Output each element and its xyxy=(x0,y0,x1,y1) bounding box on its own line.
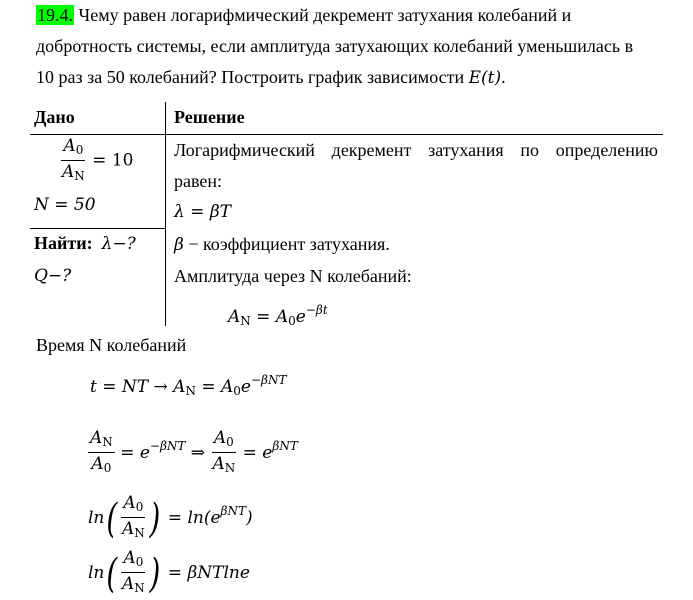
solution-amplitude-text: Амплитуда через N колебаний: xyxy=(174,266,412,286)
equation-log1: ln( $\frac{A_0}{A_N}$ ) = $\ln(e^{\beta NT})$ xyxy=(88,493,253,542)
solution-line2: равен: xyxy=(174,171,223,191)
equation-log2: ln( $\frac{A_0}{A_N}$ ) = βNTlne xyxy=(88,548,250,597)
problem-line2: добротность системы, если амплитуда затухающих колебаний уменьшилась в xyxy=(36,36,634,56)
given-header: Дано xyxy=(34,107,75,127)
table-column-divider xyxy=(165,102,166,326)
solution-line1: Логарифмический декремент затухания по определению xyxy=(174,140,658,160)
equation-time: t = NT → $A_N = A_0e^{-\beta NT}$ xyxy=(90,373,287,398)
equation-ratio: $\frac{A_N}{A_0}$ = $e^{-\beta NT}$ ⇒ $\frac{A_0}{A_N}$ = $e^{\beta NT}$ xyxy=(90,428,298,475)
table-header-rule xyxy=(30,134,663,135)
given-ratio: $\frac{A_0}{A_N}$ = 10 xyxy=(62,136,134,183)
problem-line1: Чему равен логарифмический декремент затухания колебаний и xyxy=(74,5,572,25)
solution-header: Решение xyxy=(174,107,245,127)
solution-formula-lambda: λ = βT xyxy=(174,202,231,222)
problem-number: 19.4. xyxy=(37,5,73,25)
find-lambda: λ−? xyxy=(101,234,136,254)
find-row xyxy=(34,232,136,255)
problem-line3: 10 раз за 50 колебаний? Построить график зависимости xyxy=(36,67,469,87)
problem-statement xyxy=(36,0,660,94)
given-solution-table xyxy=(30,102,663,326)
find-label: Найти: xyxy=(34,233,93,253)
find-q: Q−? xyxy=(34,266,72,286)
solution-beta-line: β − коэффициент затухания. xyxy=(174,234,390,255)
given-find-rule xyxy=(30,228,165,229)
given-n: N = 50 xyxy=(34,195,96,215)
time-n-oscillations: Время N колебаний xyxy=(36,335,187,355)
problem-end: . xyxy=(501,67,506,87)
problem-function: E(t) xyxy=(468,68,502,88)
solution-formula-amplitude: $A_N = A_0e^{-\beta t}$ xyxy=(228,303,328,328)
